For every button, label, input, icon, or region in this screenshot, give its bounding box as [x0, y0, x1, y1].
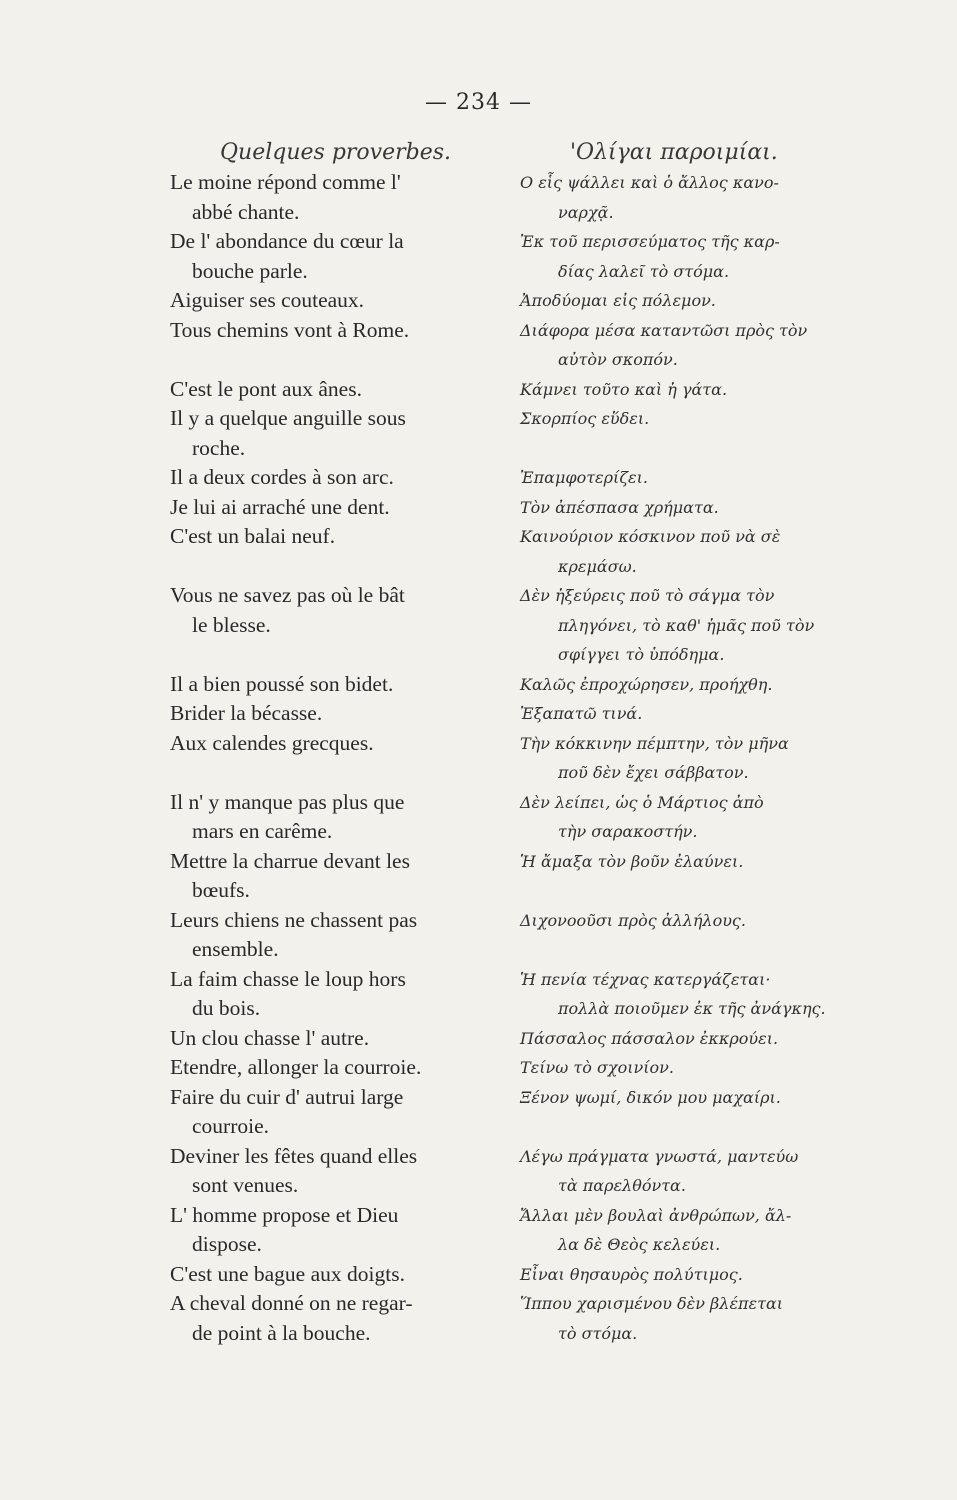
- french-proverb: [170, 729, 510, 788]
- french-proverb-line: Leurs chiens ne chassent pas: [170, 907, 418, 932]
- french-proverb: [170, 1024, 510, 1054]
- greek-proverb: [520, 1289, 870, 1348]
- french-proverb-line: Il n' y manque pas plus que: [170, 789, 405, 814]
- proverb-row: [0, 1201, 957, 1260]
- greek-proverb: [520, 847, 870, 906]
- french-heading: Quelques proverbes.: [220, 140, 452, 165]
- greek-proverb-line: τὸ στόμα.: [558, 1323, 638, 1343]
- greek-proverb-line: Ἡ ἄμαξα τὸν βοῦν ἐλαύνει.: [520, 851, 744, 871]
- proverb-row: [0, 316, 957, 375]
- french-proverb: [170, 670, 510, 700]
- proverb-row: [0, 581, 957, 670]
- french-proverb-line: bœufs.: [192, 878, 250, 902]
- french-proverb: [170, 522, 510, 581]
- french-proverb: [170, 168, 510, 227]
- greek-proverb-line: Ἡ πενία τέχνας κατεργάζεται·: [520, 969, 771, 989]
- french-proverb-line: Etendre, allonger la courroie.: [170, 1055, 422, 1079]
- greek-proverb: [520, 375, 870, 405]
- french-proverb: [170, 1083, 510, 1142]
- french-proverb: [170, 699, 510, 729]
- proverb-row: [0, 1024, 957, 1054]
- french-proverb-line: bouche parle.: [192, 258, 308, 283]
- french-proverb-line: Aiguiser ses couteaux.: [170, 288, 365, 312]
- greek-proverb: [520, 581, 870, 670]
- greek-proverb-line: Λέγω πράγματα γνωστά, μαντεύω: [520, 1146, 799, 1166]
- proverb-row: [0, 699, 957, 729]
- french-proverb: [170, 906, 510, 965]
- french-proverb-line: Vous ne savez pas où le bât: [170, 583, 405, 607]
- french-proverb-line: roche.: [192, 435, 246, 460]
- french-proverb-line: A cheval donné on ne regar-: [170, 1291, 413, 1315]
- french-proverb: [170, 965, 510, 1024]
- greek-proverb: [520, 1053, 870, 1083]
- proverb-row: [0, 847, 957, 906]
- greek-proverb: [520, 463, 870, 493]
- french-proverb-line: Mettre la charrue devant les: [170, 848, 410, 873]
- french-proverb-line: C'est une bague aux doigts.: [170, 1261, 405, 1286]
- greek-proverb-line: Πάσσαλος πάσσαλον ἐκκρούει.: [520, 1028, 779, 1048]
- greek-proverb-line: Διχονοοῦσι πρὸς ἀλλήλους.: [520, 910, 746, 930]
- french-proverb: [170, 1289, 510, 1348]
- greek-proverb-line: αὐτὸν σκοπόν.: [558, 350, 678, 369]
- greek-proverb-line: Ἵππου χαρισμένου δὲν βλέπεται: [520, 1294, 784, 1313]
- french-proverb-line: mars en carême.: [192, 819, 333, 843]
- greek-proverb-line: Κάμνει τοῦτο καὶ ἡ γάτα.: [520, 379, 728, 399]
- greek-proverb: [520, 1083, 870, 1142]
- greek-proverb-line: δίας λαλεῖ τὸ στόμα.: [558, 261, 730, 281]
- french-proverb: [170, 1142, 510, 1201]
- greek-proverb-line: Ο εἷς ψάλλει καὶ ὁ ἄλλος κανο-: [520, 173, 779, 192]
- proverb-row: [0, 493, 957, 523]
- french-proverb-line: abbé chante.: [192, 199, 300, 224]
- french-proverb: [170, 788, 510, 847]
- french-proverb-line: ensemble.: [192, 937, 279, 961]
- greek-proverb-line: τὰ παρελθόντα.: [558, 1176, 686, 1195]
- greek-proverb-line: Τὸν ἀπέσπασα χρήματα.: [520, 497, 719, 517]
- greek-proverb: [520, 493, 870, 523]
- proverb-row: [0, 168, 957, 227]
- proverb-row: [0, 1260, 957, 1290]
- proverb-row: [0, 227, 957, 286]
- greek-proverb-line: λα δὲ Θεὸς κελεύει.: [558, 1235, 721, 1254]
- greek-proverb: [520, 906, 870, 965]
- greek-proverb: [520, 168, 870, 227]
- proverb-row: [0, 729, 957, 788]
- french-proverb-line: Deviner les fêtes quand elles: [170, 1143, 418, 1168]
- greek-proverb-line: τὴν σαρακοστήν.: [558, 822, 698, 841]
- french-proverb: [170, 493, 510, 523]
- column-headings: [0, 140, 957, 170]
- french-proverb-line: Je lui ai arraché une dent.: [170, 494, 390, 519]
- french-proverb: [170, 1201, 510, 1260]
- greek-proverb-line: πληγόνει, τὸ καθ' ἡμᾶς ποῦ τὸν: [558, 615, 815, 635]
- greek-proverb-line: ναρχᾷ.: [558, 202, 614, 222]
- french-proverb: [170, 316, 510, 375]
- greek-proverb: [520, 522, 870, 581]
- french-proverb: [170, 463, 510, 493]
- greek-heading: 'Ολίγαι παροιμίαι.: [570, 140, 778, 165]
- greek-proverb-line: Δὲν λείπει, ὡς ὁ Μάρτιος ἀπὸ: [520, 792, 764, 812]
- proverb-row: [0, 375, 957, 405]
- greek-proverb: [520, 788, 870, 847]
- french-proverb: [170, 404, 510, 463]
- proverb-row: [0, 286, 957, 316]
- french-proverb: [170, 375, 510, 405]
- greek-proverb-line: ποῦ δὲν ἔχει σάββατον.: [558, 763, 749, 782]
- greek-proverb-line: σφίγγει τὸ ὑπόδημα.: [558, 645, 725, 664]
- french-proverb-line: Un clou chasse l' autre.: [170, 1025, 370, 1050]
- greek-proverb-line: Ἀποδύομαι εἰς πόλεμον.: [520, 291, 716, 310]
- french-proverb-line: le blesse.: [192, 612, 271, 637]
- greek-proverb-line: Ξένον ψωμί, δικόν μου μαχαίρι.: [520, 1087, 781, 1107]
- proverb-row: [0, 522, 957, 581]
- french-proverb: [170, 847, 510, 906]
- proverb-row: [0, 965, 957, 1024]
- french-proverb-line: de point à la bouche.: [192, 1320, 371, 1345]
- proverb-row: [0, 1142, 957, 1201]
- greek-proverb: [520, 316, 870, 375]
- proverb-row: [0, 463, 957, 493]
- proverb-row: [0, 1289, 957, 1348]
- greek-proverb: [520, 670, 870, 700]
- french-proverb: [170, 1053, 510, 1083]
- french-proverb-line: C'est le pont aux ânes.: [170, 376, 362, 401]
- french-proverb-line: courroie.: [192, 1114, 270, 1138]
- french-proverb-line: Il a bien poussé son bidet.: [170, 671, 394, 696]
- french-proverb-line: Aux calendes grecques.: [170, 730, 374, 755]
- proverb-row: [0, 404, 957, 463]
- greek-proverb-line: κρεμάσω.: [558, 556, 637, 576]
- greek-proverb: [520, 699, 870, 729]
- proverb-row: [0, 1083, 957, 1142]
- french-proverb-line: sont venues.: [192, 1173, 299, 1197]
- greek-proverb-line: Καινούριον κόσκινον ποῦ νὰ σὲ: [520, 527, 781, 546]
- french-proverb-line: Tous chemins vont à Rome.: [170, 317, 410, 342]
- greek-proverb: [520, 1142, 870, 1201]
- french-proverb: [170, 286, 510, 316]
- greek-proverb-line: πολλὰ ποιοῦμεν ἐκ τῆς ἀνάγκης.: [558, 999, 826, 1018]
- french-proverb-line: du bois.: [192, 996, 261, 1020]
- greek-proverb: [520, 227, 870, 286]
- french-proverb: [170, 1260, 510, 1290]
- greek-proverb: [520, 1024, 870, 1054]
- greek-proverb-line: Ἐπαμφοτερίζει.: [520, 468, 648, 487]
- french-proverb-line: Il y a quelque anguille sous: [170, 406, 406, 430]
- french-proverb-line: C'est un balai neuf.: [170, 524, 336, 548]
- french-proverb-line: Il a deux cordes à son arc.: [170, 465, 394, 489]
- greek-proverb-line: Ἄλλαι μὲν βουλαὶ ἀνθρώπων, ἄλ-: [520, 1205, 792, 1225]
- french-proverb-line: dispose.: [192, 1232, 262, 1256]
- french-proverb-line: Le moine répond comme l': [170, 170, 401, 194]
- greek-proverb: [520, 286, 870, 316]
- french-proverb-line: De l' abondance du cœur la: [170, 229, 404, 253]
- french-proverb-line: L' homme propose et Dieu: [170, 1202, 399, 1227]
- greek-proverb-line: Τὴν κόκκινην πέμπτην, τὸν μῆνα: [520, 733, 789, 753]
- greek-proverb-line: Καλῶς ἐπροχώρησεν, προήχθη.: [520, 674, 773, 694]
- proverb-row: [0, 906, 957, 965]
- greek-proverb: [520, 965, 870, 1024]
- proverb-row: [0, 670, 957, 700]
- page-number: — 234 —: [425, 90, 532, 115]
- greek-proverb-line: Ἐκ τοῦ περισσεύματος τῆς καρ-: [520, 232, 780, 251]
- proverb-list: [0, 168, 957, 1348]
- greek-proverb: [520, 1260, 870, 1290]
- french-proverb-line: Faire du cuir d' autrui large: [170, 1084, 404, 1109]
- french-proverb: [170, 227, 510, 286]
- proverb-row: [0, 1053, 957, 1083]
- greek-proverb-line: Εἶναι θησαυρὸς πολύτιμος.: [520, 1264, 743, 1284]
- greek-proverb-line: Σκορπίος εὕδει.: [520, 409, 650, 428]
- greek-proverb-line: Διάφορα μέσα καταντῶσι πρὸς τὸν: [520, 320, 808, 340]
- greek-proverb: [520, 1201, 870, 1260]
- proverb-row: [0, 788, 957, 847]
- greek-proverb-line: Τείνω τὸ σχοινίον.: [520, 1058, 674, 1077]
- greek-proverb-line: Δὲν ἠξεύρεις ποῦ τὸ σάγμα τὸν: [520, 586, 775, 605]
- french-proverb-line: Brider la bécasse.: [170, 701, 323, 725]
- greek-proverb-line: Ἐξαπατῶ τινά.: [520, 704, 643, 723]
- greek-proverb: [520, 404, 870, 463]
- french-proverb: [170, 581, 510, 670]
- french-proverb-line: La faim chasse le loup hors: [170, 966, 406, 991]
- greek-proverb: [520, 729, 870, 788]
